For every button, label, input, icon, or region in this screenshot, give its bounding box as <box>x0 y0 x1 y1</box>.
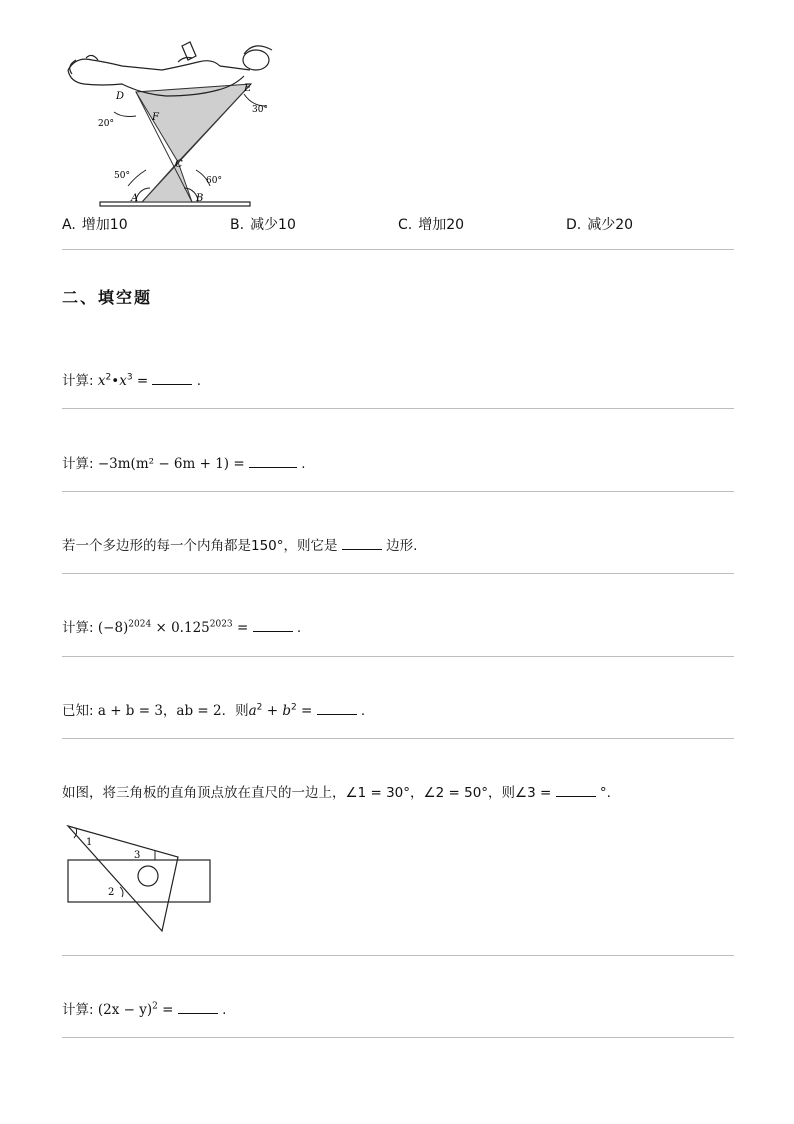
q1-exp1: 2 <box>105 372 112 383</box>
label-F: F <box>152 112 159 123</box>
q5-expr1: a + b = 3，ab = 2．则 <box>97 703 249 719</box>
q3-suffix: 边形. <box>386 538 418 554</box>
q5-eq: = <box>296 703 313 719</box>
ruler-triangle-figure <box>62 823 216 935</box>
question-2 <box>62 452 306 472</box>
divider <box>62 1037 734 1038</box>
question-1 <box>62 369 201 389</box>
q4-exp2: 2023 <box>209 619 233 630</box>
q5-sq2: 2 <box>290 702 297 713</box>
question-4 <box>62 616 301 636</box>
q7-end: . <box>222 1002 227 1018</box>
q2-prefix: 计算: <box>62 456 94 472</box>
label-A: A <box>131 193 139 204</box>
angle-30: 30° <box>252 105 268 115</box>
q4-base: (−8) <box>97 620 129 636</box>
answer-blank[interactable] <box>253 619 293 632</box>
answer-blank[interactable] <box>342 537 382 550</box>
q2-end: . <box>301 456 306 472</box>
option-b-text: 减少10 <box>250 217 296 233</box>
q4-times: × 0.125 <box>151 620 210 636</box>
label-E: E <box>244 83 252 94</box>
q1-end: . <box>196 373 202 389</box>
q7-base: (2x − y) <box>97 1002 153 1018</box>
q4-prefix: 计算: <box>62 620 94 636</box>
label-B: B <box>196 193 204 204</box>
answer-blank[interactable] <box>152 372 192 385</box>
angle-60: 60° <box>206 176 222 186</box>
q7-exp: 2 <box>152 1001 158 1012</box>
question-5 <box>62 699 365 719</box>
option-a[interactable] <box>62 214 128 234</box>
angle-label-1: 1 <box>86 837 93 848</box>
q1-dot: • <box>111 373 120 389</box>
option-b-label: B. <box>230 217 245 233</box>
question-7 <box>62 998 226 1018</box>
q4-end: . <box>296 620 302 636</box>
option-d-label: D. <box>566 217 582 233</box>
q5-end: . <box>360 703 366 719</box>
q1-prefix: 计算: <box>62 373 94 389</box>
section-title: 二、填空题 <box>62 288 153 307</box>
q4-exp1: 2024 <box>128 619 152 630</box>
divider <box>62 656 734 657</box>
option-b[interactable] <box>230 214 296 234</box>
geometry-figure-top <box>58 40 288 212</box>
q1-eq: = <box>136 373 149 389</box>
q6-text: 如图，将三角板的直角顶点放在直尺的一边上，∠1 = 30°，∠2 = 50°，则∠3 = <box>62 785 552 801</box>
q1-x2: x <box>119 373 127 389</box>
q3-text: 若一个多边形的每一个内角都是150°，则它是 <box>62 538 338 554</box>
q4-eq: = <box>232 620 249 636</box>
q5-prefix: 已知: <box>62 703 94 719</box>
option-c-label: C. <box>398 217 413 233</box>
divider <box>62 738 734 739</box>
answer-blank[interactable] <box>249 455 297 468</box>
divider <box>62 573 734 574</box>
q5-a: a <box>248 703 257 719</box>
q1-x1: x <box>97 373 106 389</box>
label-D: D <box>116 91 125 102</box>
angle-label-3: 3 <box>134 850 141 861</box>
q5-plus: + <box>262 703 283 719</box>
q7-eq: = <box>157 1002 174 1018</box>
option-d-text: 减少20 <box>587 217 634 233</box>
divider <box>62 955 734 956</box>
answer-blank[interactable] <box>556 784 596 797</box>
q2-expr: −3m(m² − 6m + 1) = <box>97 456 245 472</box>
divider <box>62 408 734 409</box>
option-c-text: 增加20 <box>418 217 465 233</box>
q6-end: °. <box>599 785 611 801</box>
angle-50: 50° <box>114 171 130 181</box>
label-C: C <box>175 159 183 170</box>
angle-label-2: 2 <box>108 887 115 898</box>
divider <box>62 491 734 492</box>
q7-prefix: 计算: <box>62 1002 94 1018</box>
answer-blank[interactable] <box>317 702 357 715</box>
q5-sq1: 2 <box>256 702 263 713</box>
question-3 <box>62 534 417 554</box>
q1-exp2: 3 <box>126 372 133 383</box>
answer-blank[interactable] <box>178 1001 218 1014</box>
option-a-label: A. <box>62 217 76 233</box>
angle-20: 20° <box>98 119 114 129</box>
question-6 <box>62 781 611 801</box>
q5-b: b <box>282 703 291 719</box>
option-a-text: 增加10 <box>81 217 128 233</box>
option-c[interactable] <box>398 214 464 234</box>
divider <box>62 249 734 250</box>
option-d[interactable] <box>566 214 633 234</box>
